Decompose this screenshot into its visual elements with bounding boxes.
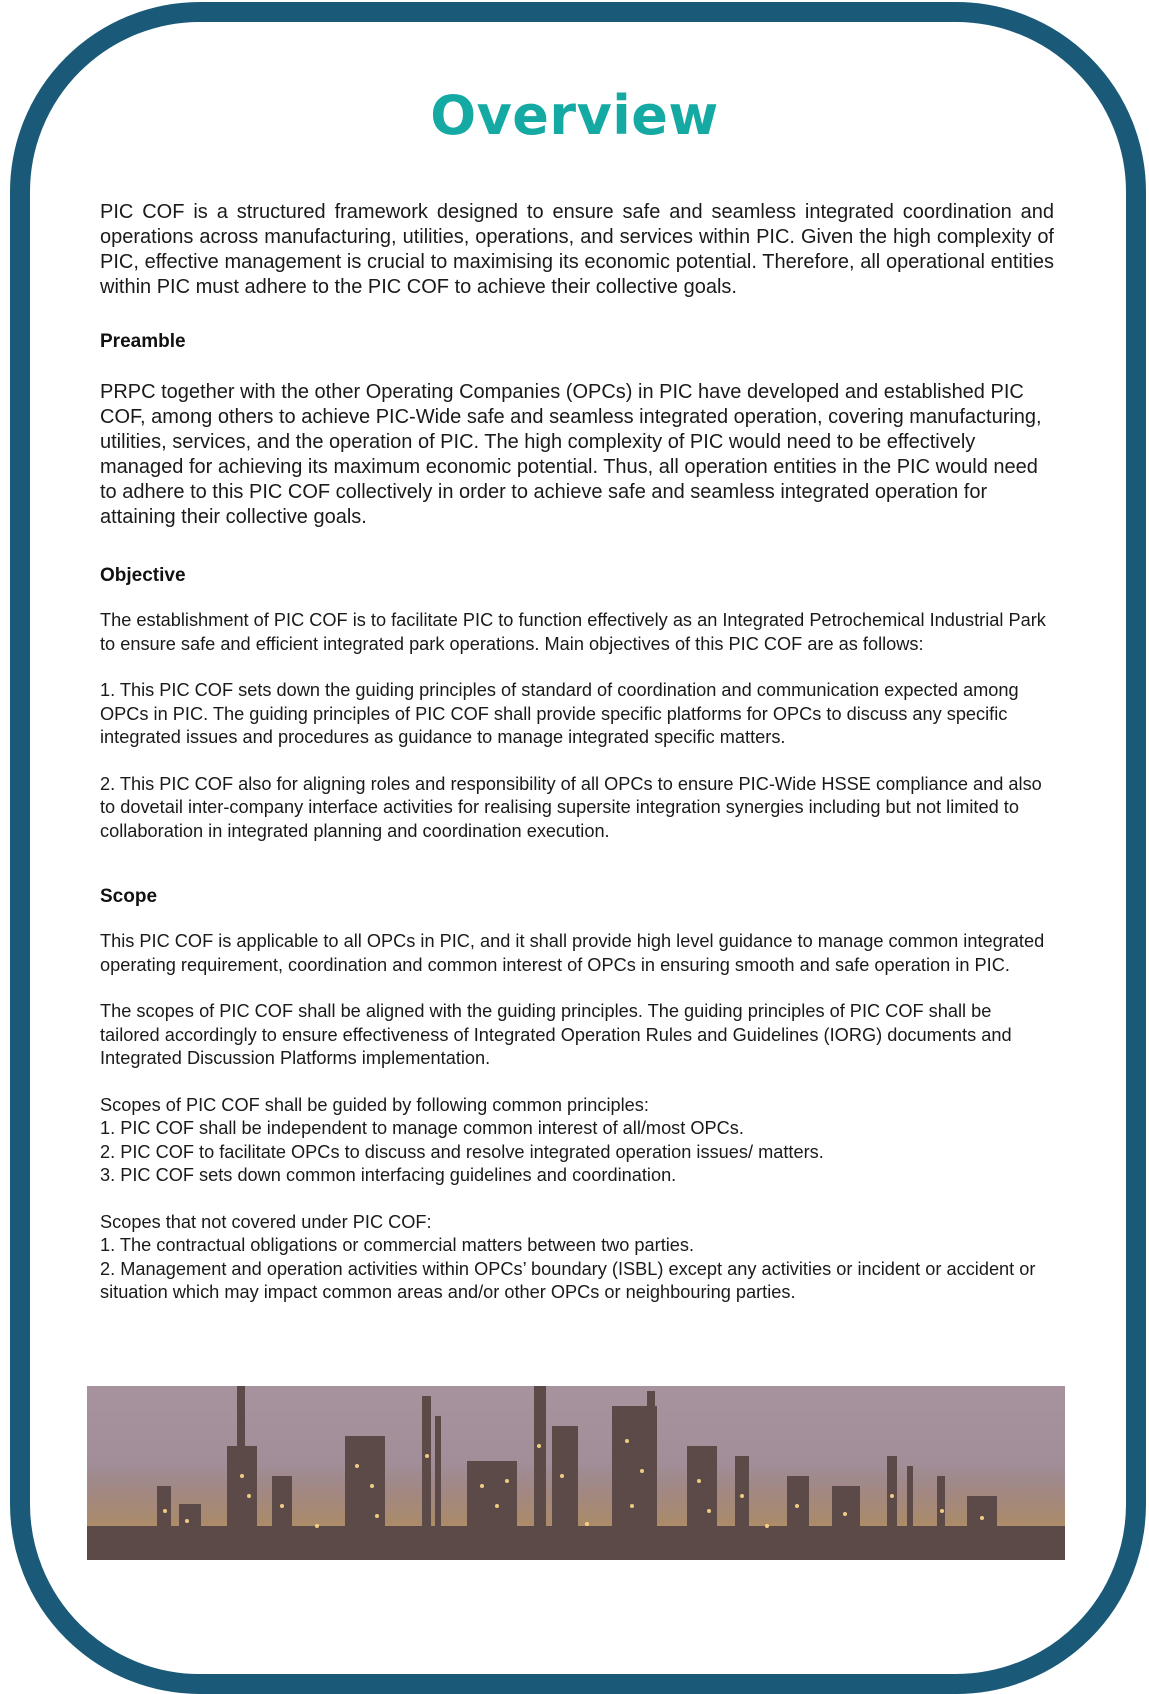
objective-item-2: 2. This PIC COF also for aligning roles and responsibility of all OPCs to ensure PIC-Wide HSSE compliance and also to dovetail inter-company interface activities for realising supersite integration synergies including but not limited to collaboration in integrated planning and coordination execution. — [100, 773, 1042, 841]
scope-section — [100, 884, 1054, 1305]
exclusions-list — [100, 1211, 1054, 1305]
objective-section — [100, 563, 1054, 843]
list-item: 1. The contractual obligations or commercial matters between two parties. — [100, 1235, 695, 1255]
document-body — [100, 200, 1054, 1305]
principles-intro: Scopes of PIC COF shall be guided by following common principles: — [100, 1094, 649, 1115]
refinery-skyline-illustration — [87, 1386, 1065, 1560]
scope-paragraph: The scopes of PIC COF shall be aligned with the guiding principles. The guiding principles of PIC COF shall be tailored accordingly to ensure effectiveness of Integrated Operation Rules and Guidelines (IORG) documents and Integrated Discussion Platforms implementation. — [100, 1001, 1012, 1068]
exclusions-intro: Scopes that not covered under PIC COF: — [100, 1211, 432, 1232]
scope-paragraph: This PIC COF is applicable to all OPCs in PIC, and it shall provide high level guidance to manage common integrated operating requirement, coordination and common interest of OPCs in ensuring smooth and safe operation in PIC. — [100, 931, 1045, 975]
objective-item-1: 1. This PIC COF sets down the guiding principles of standard of coordination and communication expected among OPCs in PIC. The guiding principles of PIC COF shall provide specific platforms for OPCs to discuss any specific integrated issues and procedures as guidance to manage integrated specific matters. — [100, 680, 1019, 747]
list-item: 2. PIC COF to facilitate OPCs to discuss and resolve integrated operation issues/ matters. — [100, 1141, 824, 1162]
preamble-section — [100, 329, 1054, 530]
preamble-heading: Preamble — [100, 331, 186, 352]
preamble-paragraph: PRPC together with the other Operating Companies (OPCs) in PIC have developed and established PIC COF, among others to achieve PIC-Wide safe and seamless integrated operation, covering manufacturing, utilities, services, and the operation of PIC. The high complexity of PIC would need to be effectively managed for achieving its maximum economic potential. Thus, all operation entities in the PIC would need to adhere to this PIC COF collectively in order to achieve safe and seamless integrated operation for attaining their collective goals. — [100, 381, 1042, 528]
list-item: 3. PIC COF sets down common interfacing guidelines and coordination. — [100, 1165, 677, 1185]
principles-list — [100, 1094, 1054, 1188]
page-title: Overview — [430, 84, 719, 147]
objective-heading: Objective — [100, 565, 186, 586]
refinery-banner-image — [87, 1386, 1065, 1560]
scope-heading: Scope — [100, 886, 158, 907]
intro-paragraph: PIC COF is a structured framework designed to ensure safe and seamless integrated coordination and operations across manufacturing, utilities, operations, and services within PIC. Given the high complexity of PIC, effective management is crucial to maximising its economic potential. Therefore, all operational entities within PIC must adhere to the PIC COF to achieve their collective goals. — [100, 201, 1054, 298]
objective-paragraph: The establishment of PIC COF is to facilitate PIC to function effectively as an Integrated Petrochemical Industrial Park to ensure safe and efficient integrated park operations. Main objectives of this PIC COF are as follows: — [100, 610, 1046, 654]
list-item: 1. PIC COF shall be independent to manage common interest of all/most OPCs. — [100, 1118, 744, 1138]
list-item: 2. Management and operation activities within OPCs’ boundary (ISBL) except any activities or incident or accident or situation which may impact common areas and/or other OPCs or neighbouring parties. — [100, 1258, 1036, 1302]
